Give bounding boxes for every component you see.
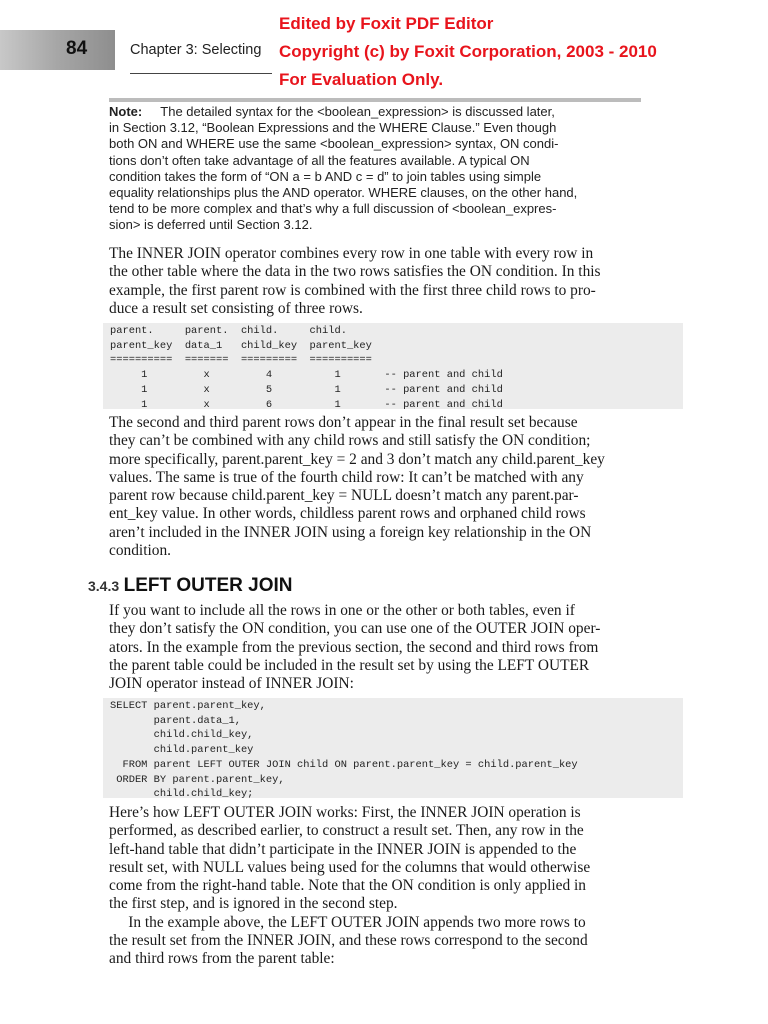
text-line: example, the first parent row is combined with the first three child rows to pro- <box>109 281 596 299</box>
code-line: FROM parent LEFT OUTER JOIN child ON parent.parent_key = child.parent_key <box>110 758 578 771</box>
code-line: child.child_key; <box>110 788 254 801</box>
note-line: sion> is deferred until Section 3.12. <box>109 217 313 233</box>
note-divider <box>109 98 641 102</box>
text-line: If you want to include all the rows in one or the other or both tables, even if <box>109 602 575 619</box>
paragraph-excluded-rows <box>109 414 679 560</box>
text-line: aren’t included in the INNER JOIN using a foreign key relationship in the ON <box>109 523 592 541</box>
text-line: left-hand table that didn’t participate in the INNER JOIN is appended to the <box>109 840 577 858</box>
note-line: condition takes the form of “ON a = b AND c = d” to join tables using simple <box>109 168 542 184</box>
text-line: the parent table could be included in the result set by using the LEFT OUTER <box>109 656 590 674</box>
section-number: 3.4.3 <box>88 578 120 594</box>
text-line: performed, as described earlier, to construct a result set. Then, any row in the <box>109 822 584 840</box>
code-line: 1 x 4 1 -- parent and child <box>110 369 503 382</box>
note-line: tions don’t often take advantage of all the features available. A typical ON <box>109 152 530 168</box>
text-line: and third rows from the parent table: <box>109 950 335 968</box>
code-line: ORDER BY parent.parent_key, <box>110 773 285 786</box>
text-line: ent_key value. In other words, childless parent rows and orphaned child rows <box>109 505 586 523</box>
paragraph-outer-join <box>109 602 679 693</box>
text-line: values. The same is true of the fourth child row: It can’t be matched with any <box>109 468 584 486</box>
paragraph-inner-join <box>109 245 679 318</box>
text-line: they don’t satisfy the ON condition, you can use one of the OUTER JOIN oper- <box>109 620 601 638</box>
text-line: the first step, and is ignored in the second step. <box>109 895 398 913</box>
note-line: both ON and WHERE use the same <boolean_expression> syntax, ON condi- <box>109 136 559 152</box>
sql-code-listing <box>103 698 683 801</box>
note-line: in Section 3.12, “Boolean Expressions and the WHERE Clause.” Even though <box>109 120 557 136</box>
note-line: tend to be more complex and that’s why a full discussion of <boolean_expres- <box>109 201 557 217</box>
text-line: condition. <box>109 542 171 560</box>
code-line: parent_key data_1 child_key parent_key <box>110 339 372 352</box>
section-title: LEFT OUTER JOIN <box>123 575 293 596</box>
text-line: the result set from the INNER JOIN, and these rows correspond to the second <box>109 932 588 950</box>
code-line: child.child_key, <box>110 729 254 742</box>
watermark-line: For Evaluation Only. <box>279 70 444 89</box>
note-line: equality relationships plus the AND operator. WHERE clauses, on the other hand, <box>109 185 578 201</box>
section-heading <box>88 575 293 597</box>
code-line: SELECT parent.parent_key, <box>110 700 266 712</box>
code-line: 1 x 6 1 -- parent and child <box>110 398 503 411</box>
text-line: The second and third parent rows don’t appear in the final result set because <box>109 414 578 431</box>
text-line: The INNER JOIN operator combines every row in one table with every row in <box>109 245 594 262</box>
text-line: come from the right-hand table. Note that the ON condition is only applied in <box>109 877 586 895</box>
text-line: they can’t be combined with any child rows and still satisfy the ON condition; <box>109 432 591 450</box>
watermark-line: Edited by Foxit PDF Editor <box>279 14 494 33</box>
watermark-line: Copyright (c) by Foxit Corporation, 2003 - 2010 <box>279 42 657 61</box>
code-line: child.parent_key <box>110 744 254 757</box>
page-number-tab <box>0 30 115 70</box>
text-line: duce a result set consisting of three rows. <box>109 299 363 317</box>
result-set-listing <box>103 323 683 409</box>
page-number: 84 <box>66 38 88 59</box>
text-line: the other table where the data in the two rows satisfies the ON condition. In this <box>109 263 601 281</box>
paragraph-how-it-works <box>109 804 679 969</box>
text-line: JOIN operator instead of INNER JOIN: <box>109 675 354 693</box>
chapter-title: Chapter 3: Selecting <box>130 42 262 58</box>
evaluation-watermark <box>279 10 657 94</box>
text-line: result set, with NULL values being used for the columns that would otherwise <box>109 858 591 876</box>
code-line: ========== ======= ========= ========== <box>110 354 372 367</box>
note-line <box>109 104 629 120</box>
code-line: parent. parent. child. child. <box>110 325 347 337</box>
text-line: parent row because child.parent_key = NULL doesn’t match any parent.par- <box>109 487 579 505</box>
text-line: In the example above, the LEFT OUTER JOIN appends two more rows to <box>109 913 586 931</box>
note-box <box>109 104 629 234</box>
code-line: parent.data_1, <box>110 714 241 727</box>
header-divider <box>130 73 272 74</box>
note-text: The detailed syntax for the <boolean_expression> is discussed later, <box>160 104 555 119</box>
text-line: more specifically, parent.parent_key = 2 and 3 don’t match any child.parent_key <box>109 450 605 468</box>
note-label: Note: <box>109 104 143 119</box>
code-line: 1 x 5 1 -- parent and child <box>110 383 503 396</box>
text-line: Here’s how LEFT OUTER JOIN works: First, the INNER JOIN operation is <box>109 804 581 821</box>
text-line: ators. In the example from the previous section, the second and third rows from <box>109 638 599 656</box>
